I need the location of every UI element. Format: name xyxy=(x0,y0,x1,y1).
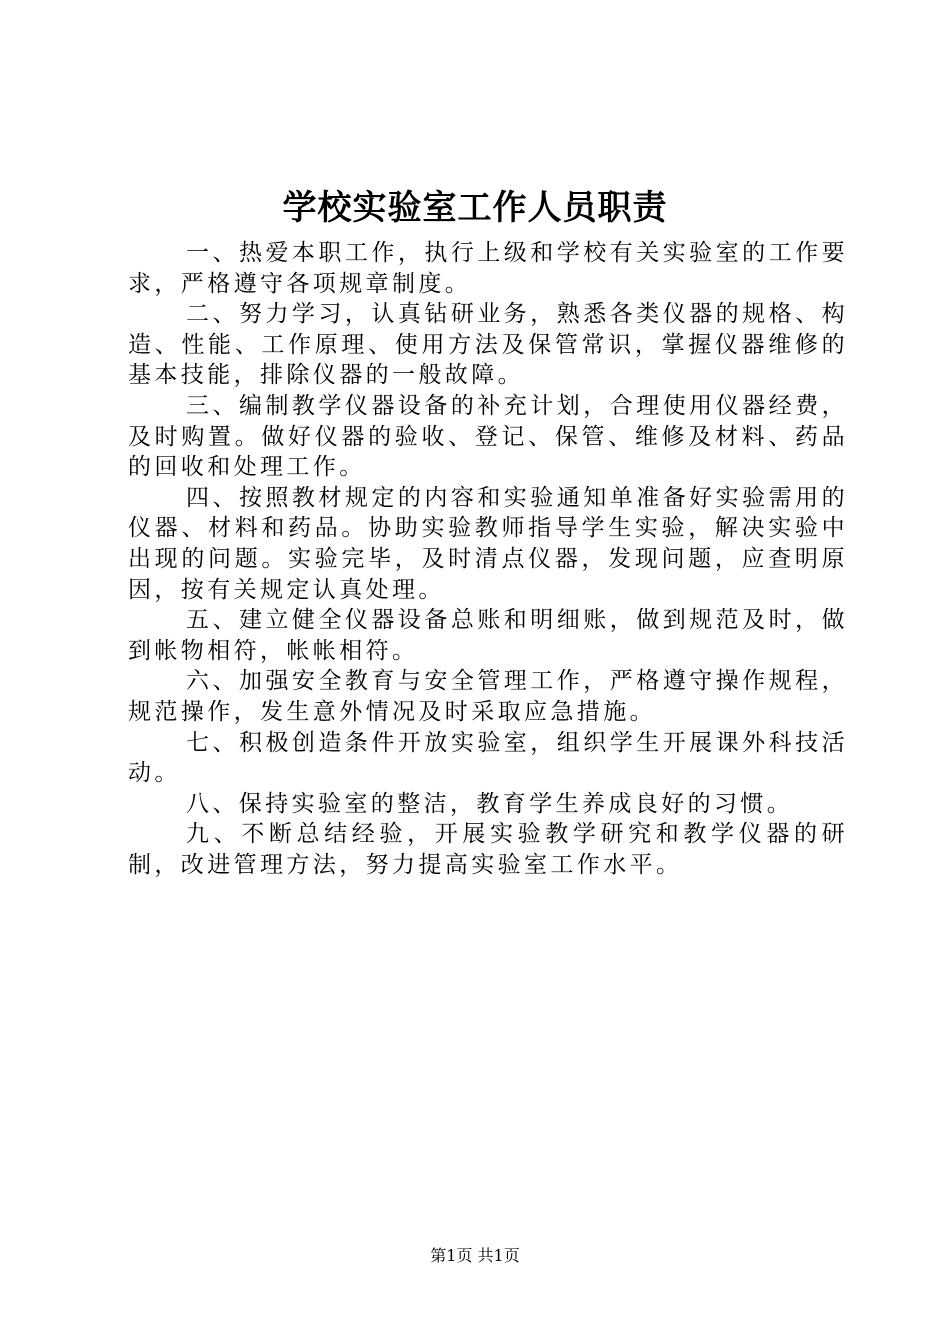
paragraph-2: 二、努力学习，认真钻研业务，熟悉各类仪器的规格、构造、性能、工作原理、使用方法及保管常识，掌握仪器维修的基本技能，排除仪器的一般故障。 xyxy=(128,301,848,389)
paragraph-6: 六、加强安全教育与安全管理工作，严格遵守操作规程，规范操作，发生意外情况及时采取应急措施。 xyxy=(128,668,848,725)
paragraph-8: 八、保持实验室的整洁，教育学生养成良好的习惯。 xyxy=(186,790,794,817)
paragraph-3: 三、编制教学仪器设备的补充计划，合理使用仪器经费，及时购置。做好仪器的验收、登记、保管、维修及材料、药品的回收和处理工作。 xyxy=(128,392,848,481)
paragraph-9: 九、不断总结经验，开展实验教学研究和教学仪器的研制，改进管理方法，努力提高实验室工作水平。 xyxy=(128,821,848,878)
page-footer: 第1页 共1页 xyxy=(430,1246,520,1265)
paragraph-1: 一、热爱本职工作，执行上级和学校有关实验室的工作要求，严格遵守各项规章制度。 xyxy=(128,240,848,297)
paragraph-5: 五、建立健全仪器设备总账和明细账，做到规范及时，做到帐物相符，帐帐相符。 xyxy=(128,607,848,664)
paragraph-7: 七、积极创造条件开放实验室，组织学生开展课外科技活动。 xyxy=(128,729,848,787)
document-title: 学校实验室工作人员职责 xyxy=(282,188,668,228)
document-body xyxy=(128,238,848,880)
paragraph-4: 四、按照教材规定的内容和实验通知单准备好实验需用的仪器、材料和药品。协助实验教师指导学生实验，解决实验中出现的问题。实验完毕，及时清点仪器，发现问题，应查明原因，按有关规定认真处理。 xyxy=(128,484,848,603)
